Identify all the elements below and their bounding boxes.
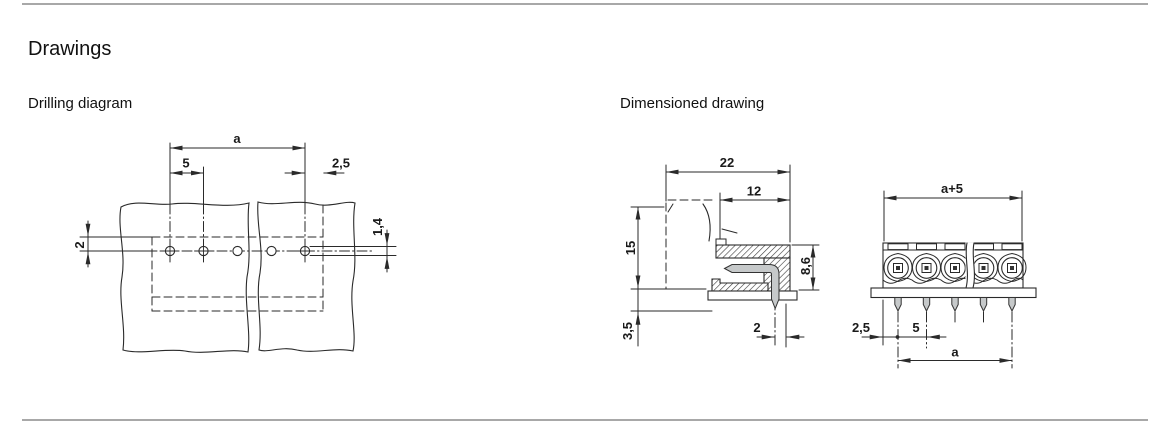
front-dim-pitch: 5 <box>912 320 920 335</box>
side-section-view <box>620 155 819 347</box>
drilling-dim-pitch: 5 <box>182 155 190 171</box>
front-dim-total-width: a+5 <box>940 181 964 196</box>
front-dim-pin-span: a <box>951 344 959 360</box>
side-dim-shroud-depth: 12 <box>746 183 762 199</box>
drilling-panel-right <box>258 202 355 351</box>
side-dim-pin-below-board: 3,5 <box>620 321 635 341</box>
side-dim-total-depth: 22 <box>719 155 735 170</box>
page-title: Drawings <box>28 38 112 61</box>
front-view <box>852 181 1036 368</box>
front-dim-edge-to-first-pin: 2,5 <box>851 320 871 335</box>
housing-bottom-wall <box>712 279 768 292</box>
solder-pins-front <box>895 298 1015 312</box>
side-dim-height: 15 <box>623 240 638 256</box>
drilling-footprint-dashed <box>152 205 323 313</box>
drilling-diagram-label: Drilling diagram <box>28 95 133 112</box>
drilling-dim-row-offset: 2 <box>72 241 87 249</box>
drilling-dim-pole-spacing: a <box>233 131 241 146</box>
drilling-panel-left <box>120 203 249 352</box>
side-dim-body-height: 8,6 <box>798 256 813 276</box>
drill-hole <box>267 246 276 255</box>
drilling-dim-edge-offset: 2,5 <box>331 155 351 171</box>
drilling-dim-hole-dia: 1,4 <box>370 217 385 237</box>
drilling-diagram <box>72 131 396 352</box>
housing-top-wall <box>716 245 790 258</box>
drill-hole <box>233 246 242 255</box>
side-dim-pin-to-edge: 2 <box>753 320 761 335</box>
pcb-front <box>871 288 1036 298</box>
pcb-side <box>708 291 797 300</box>
dimensioned-drawing-label: Dimensioned drawing <box>620 95 765 112</box>
